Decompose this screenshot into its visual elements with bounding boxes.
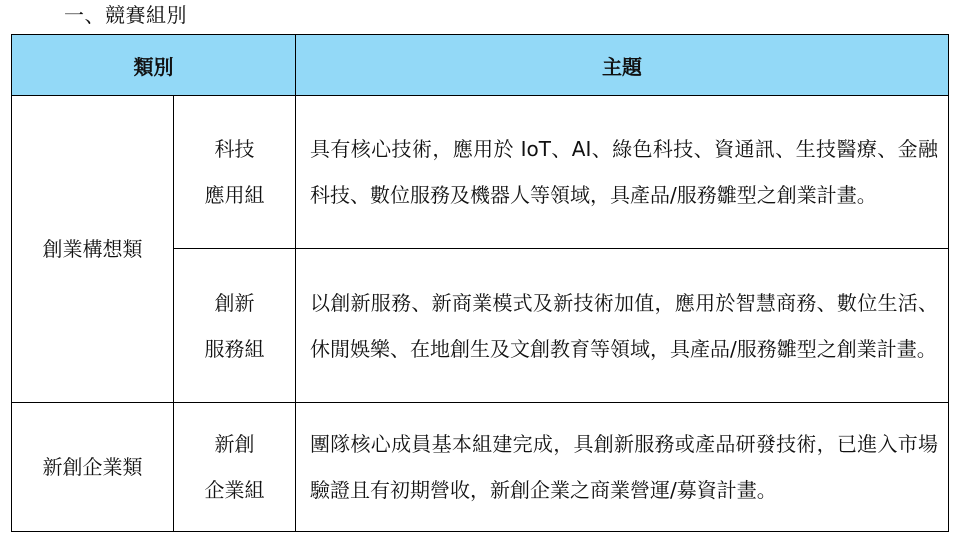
group-name-line: 科技 [214, 137, 255, 161]
group-name-line: 服務組 [204, 336, 265, 361]
group-cell [174, 249, 296, 403]
theme-description: 具有核心技術，應用於 IoT、AI、綠色科技、資通訊、生技醫療、金融科技、數位服務及機器人等領域，具產品/服務雛型之創業計畫。 [296, 96, 949, 249]
group-cell [174, 96, 296, 249]
theme-description: 以創新服務、新商業模式及新技術加值，應用於智慧商務、數位生活、休閒娛樂、在地創生及文創教育等領域，具產品/服務雛型之創業計畫。 [296, 249, 949, 403]
section-heading: 一、競賽組別 [64, 3, 187, 27]
group-name-line: 創新 [214, 290, 255, 315]
competition-category-table [11, 34, 949, 532]
group-name-line: 企業組 [204, 478, 265, 502]
group-cell [174, 403, 296, 532]
group-name-line: 應用組 [204, 183, 265, 207]
group-name-line: 新創 [214, 432, 255, 456]
theme-description: 團隊核心成員基本組建完成，具創新服務或產品研發技術，已進入市場驗證且有初期營收，新創企業之商業營運/募資計畫。 [296, 403, 949, 532]
table-row [12, 403, 949, 532]
header-theme: 主題 [296, 35, 949, 96]
category-cell: 新創企業類 [12, 403, 174, 532]
table-header-row [12, 35, 949, 96]
category-cell: 創業構想類 [12, 96, 174, 403]
table-row [12, 96, 949, 249]
header-category: 類別 [12, 35, 296, 96]
